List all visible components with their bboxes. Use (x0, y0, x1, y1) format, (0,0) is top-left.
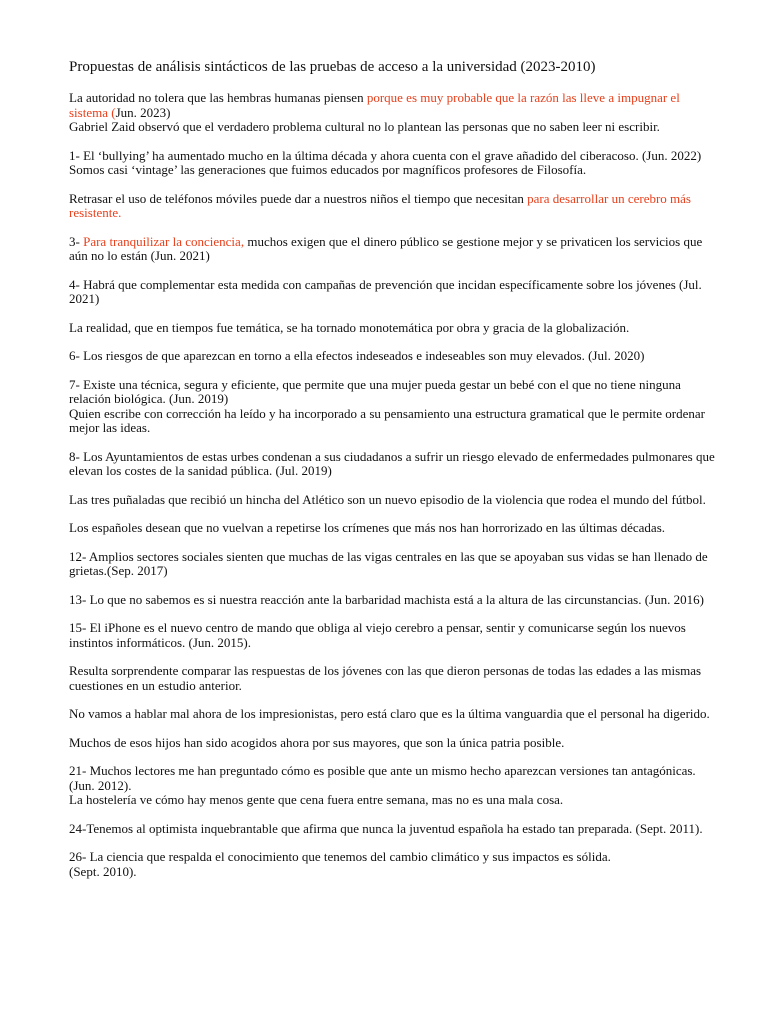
sentence (69, 850, 719, 865)
paragraph (69, 149, 719, 178)
sentence (69, 621, 719, 650)
sentence-text: 12- Amplios sectores sociales sienten que muchas de las vigas centrales en las que se apoyaban sus vidas se han llenado de grietas.(Sep. 2017) (69, 548, 708, 578)
paragraph (69, 664, 719, 693)
sentence (69, 736, 719, 751)
paragraph (69, 707, 719, 722)
paragraph (69, 493, 719, 508)
sentence (69, 521, 719, 536)
paragraph (69, 764, 719, 808)
sentence-text: 24-Tenemos al optimista inquebrantable que afirma que nunca la juventud española ha estado tan preparada. (Sept. 2011). (69, 820, 703, 836)
paragraph (69, 736, 719, 751)
paragraph (69, 593, 719, 608)
sentence-text: Gabriel Zaid observó que el verdadero problema cultural no lo plantean las personas que no saben leer ni escribir. (69, 119, 660, 134)
sentence-text: 21- Muchos lectores me han preguntado cómo es posible que ante un mismo hecho aparezcan versiones tan antagónicas. (Jun. 2012). (69, 763, 696, 793)
sentence (69, 120, 719, 135)
sentence (69, 149, 719, 164)
document-body (69, 91, 719, 879)
sentence-text: 1- El ‘bullying’ ha aumentado mucho en la última década y ahora cuenta con el grave añadido del ciberacoso. (Jun. 2022) (69, 147, 702, 163)
sentence-text: muchos exigen que el dinero público se gestione mejor y se privaticen los servicios que aún no lo están (Jun. 2021) (69, 233, 703, 263)
sentence-text: 6- Los riesgos de que aparezcan en torno a ella efectos indeseados e indeseables son muy elevados. (Jul. 2020) (69, 348, 645, 363)
sentence (69, 278, 719, 307)
sentence (69, 91, 719, 120)
sentence (69, 235, 719, 264)
sentence (69, 865, 719, 880)
paragraph (69, 822, 719, 837)
highlighted-phrase: para desarrollar un cerebro más resistente. (69, 190, 691, 220)
sentence (69, 192, 719, 221)
sentence (69, 822, 719, 837)
sentence-text: Jun. 2023) (115, 104, 171, 120)
paragraph (69, 278, 719, 307)
sentence-text: (Sept. 2010). (69, 863, 137, 879)
paragraph (69, 378, 719, 436)
sentence (69, 664, 719, 693)
sentence (69, 407, 719, 436)
sentence-text: Muchos de esos hijos han sido acogidos ahora por sus mayores, que son la única patria posible. (69, 734, 565, 750)
sentence (69, 349, 719, 364)
document-page (69, 56, 719, 893)
sentence (69, 793, 719, 808)
sentence-text: 26- La ciencia que respalda el conocimiento que tenemos del cambio climático y sus impactos es sólida. (69, 849, 611, 864)
sentence-text: La hostelería ve cómo hay menos gente que cena fuera entre semana, mas no es una mala cosa. (69, 792, 564, 807)
paragraph (69, 550, 719, 579)
sentence (69, 493, 719, 508)
document-title: Propuestas de análisis sintácticos de las pruebas de acceso a la universidad (2023-2010) (69, 59, 596, 75)
sentence-text: Los españoles desean que no vuelvan a repetirse los crímenes que más nos han horrorizado en las últimas décadas. (69, 520, 666, 535)
paragraph (69, 521, 719, 536)
paragraph (69, 450, 719, 479)
paragraph (69, 192, 719, 221)
sentence-text: Somos casi ‘vintage’ las generaciones que fuimos educados por magníficos profesores de Filosofía. (69, 162, 587, 177)
sentence (69, 378, 719, 407)
sentence-text: Las tres puñaladas que recibió un hincha del Atlético son un nuevo episodio de la violencia que rodea el mundo del fútbol. (69, 491, 706, 507)
sentence-text: Quien escribe con corrección ha leído y ha incorporado a su pensamiento una estructura gramatical que le permite ordenar mejor las ideas. (69, 405, 706, 435)
sentence-text: 4- Habrá que complementar esta medida con campañas de prevención que incidan específicamente sobre los jóvenes (Jul. 2021) (69, 276, 702, 306)
highlighted-phrase: porque es muy probable que la razón las lleve a impugnar el sistema ( (69, 90, 680, 120)
sentence (69, 450, 719, 479)
sentence-text: 7- Existe una técnica, segura y eficiente, que permite que una mujer pueda gestar un bebé con el que no tiene ninguna relación biológica. (Jun. 2019) (69, 376, 681, 406)
sentence-text: 3- (69, 233, 84, 249)
sentence (69, 764, 719, 793)
sentence-text: 13- Lo que no sabemos es si nuestra reacción ante la barbaridad machista está a la altura de las circunstancias. (Jun. 2016) (69, 591, 704, 607)
paragraph (69, 91, 719, 135)
paragraph (69, 850, 719, 879)
highlighted-phrase: Para tranquilizar la conciencia, (83, 233, 245, 249)
sentence-text: No vamos a hablar mal ahora de los impresionistas, pero está claro que es la última vanguardia que el personal ha digerido. (69, 706, 710, 721)
paragraph (69, 349, 719, 364)
sentence-text: Resulta sorprendente comparar las respuestas de los jóvenes con las que dieron personas de todas las edades a las mismas cuestiones en un estudio anterior. (69, 663, 702, 693)
sentence (69, 550, 719, 579)
sentence-text: La autoridad no tolera que las hembras humanas piensen (69, 90, 367, 105)
sentence-text: 15- El iPhone es el nuevo centro de mando que obliga al viejo cerebro a pensar, sentir y comunicarse según los nuevos instintos informáticos. (Jun. 2015). (69, 620, 686, 650)
sentence-text: La realidad, que en tiempos fue temática, se ha tornado monotemática por obra y gracia de la globalización. (69, 319, 630, 335)
paragraph (69, 621, 719, 650)
paragraph (69, 321, 719, 336)
sentence (69, 707, 719, 722)
sentence (69, 321, 719, 336)
sentence (69, 163, 719, 178)
sentence-text: 8- Los Ayuntamientos de estas urbes condenan a sus ciudadanos a sufrir un riesgo elevado de enfermedades pulmonares que elevan los costes de la sanidad pública. (Jul. 2019) (69, 448, 715, 478)
sentence-text: Retrasar el uso de teléfonos móviles puede dar a nuestros niños el tiempo que necesitan (69, 190, 528, 206)
sentence (69, 593, 719, 608)
paragraph (69, 235, 719, 264)
